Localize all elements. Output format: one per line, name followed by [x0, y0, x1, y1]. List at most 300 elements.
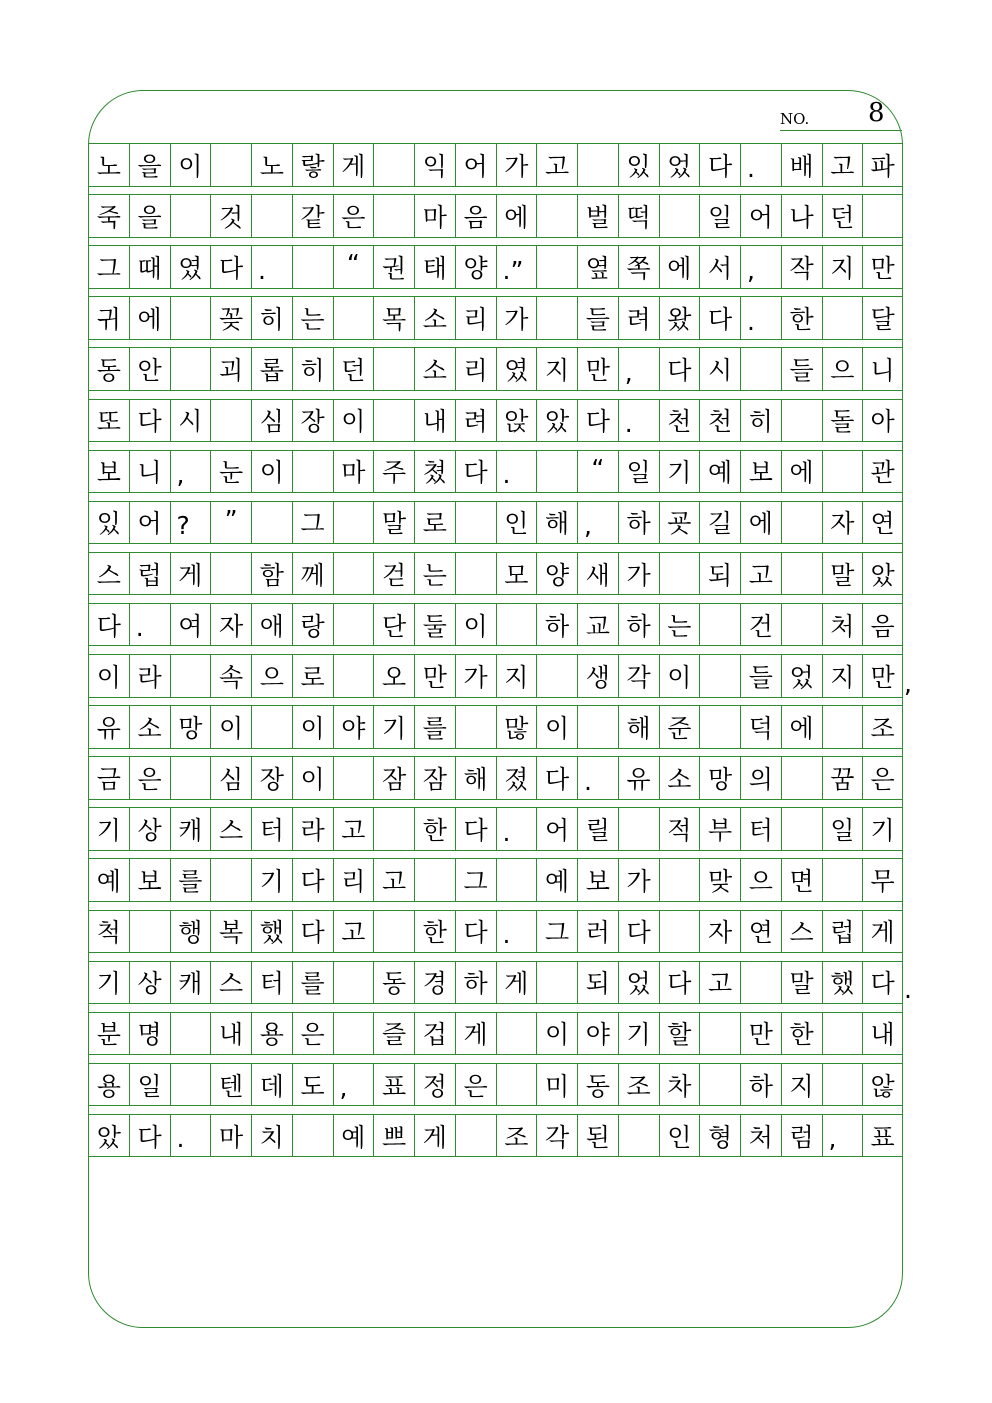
grid-cell [333, 654, 374, 698]
no-label: NO. [780, 110, 810, 128]
grid-cell [699, 1063, 740, 1107]
grid-cell: 관 [862, 450, 903, 494]
grid-cell [822, 1063, 863, 1107]
grid-cell: 길 [699, 501, 740, 545]
grid-cell: 들 [577, 296, 618, 340]
grid-cell: 예 [699, 450, 740, 494]
grid-cell [618, 807, 659, 851]
grid-cell: 하 [536, 603, 577, 647]
grid-cell: 말 [822, 552, 863, 596]
grid-cell: 이 [333, 399, 374, 443]
grid-cell: 던 [333, 347, 374, 391]
grid-cell: 처 [740, 1114, 781, 1158]
grid-cell: 맞 [699, 858, 740, 902]
grid-cell: 마 [210, 1114, 251, 1158]
grid-cell: 가 [496, 296, 537, 340]
manuscript-row [88, 194, 903, 238]
grid-cell [170, 194, 211, 238]
grid-cell: “ [577, 450, 618, 494]
grid-cell [170, 347, 211, 391]
manuscript-row [88, 756, 903, 800]
grid-cell: 들 [740, 654, 781, 698]
grid-cell: 파 [862, 143, 903, 187]
grid-cell [333, 961, 374, 1005]
grid-cell: 지 [536, 347, 577, 391]
grid-cell: 즐 [373, 1012, 414, 1056]
grid-cell: 니 [862, 347, 903, 391]
grid-cell [455, 1114, 496, 1158]
grid-cell: 것 [210, 194, 251, 238]
grid-cell: 럽 [129, 552, 170, 596]
grid-cell: 된 [577, 1114, 618, 1158]
grid-cell: , [333, 1063, 374, 1107]
grid-cell: 있 [618, 143, 659, 187]
grid-cell: 내 [210, 1012, 251, 1056]
manuscript-row [88, 910, 903, 954]
grid-cell: 은 [333, 194, 374, 238]
grid-cell: 이 [292, 705, 333, 749]
grid-cell: 는 [292, 296, 333, 340]
grid-cell: , [822, 1114, 863, 1158]
grid-cell: 또 [88, 399, 129, 443]
grid-cell: 가 [618, 552, 659, 596]
grid-cell [699, 603, 740, 647]
grid-cell: 에 [740, 501, 781, 545]
grid-cell: 고 [373, 858, 414, 902]
grid-cell: 보 [740, 450, 781, 494]
grid-cell: 시 [699, 347, 740, 391]
grid-cell: 꽂 [210, 296, 251, 340]
grid-cell: 다 [536, 756, 577, 800]
grid-cell: 게 [170, 552, 211, 596]
grid-cell: 떡 [618, 194, 659, 238]
grid-cell: , [740, 245, 781, 289]
grid-cell: 럼 [781, 1114, 822, 1158]
grid-cell: 속 [210, 654, 251, 698]
grid-cell: 표 [862, 1114, 903, 1158]
grid-cell: 으 [740, 858, 781, 902]
grid-cell: 눈 [210, 450, 251, 494]
grid-cell: 소 [129, 705, 170, 749]
grid-cell [862, 194, 903, 238]
grid-cell: 기 [862, 807, 903, 851]
grid-cell: 괴 [210, 347, 251, 391]
grid-cell: 그 [455, 858, 496, 902]
grid-cell: 다 [292, 910, 333, 954]
grid-cell: .” [496, 245, 537, 289]
grid-cell: 처 [822, 603, 863, 647]
grid-cell: 동 [577, 1063, 618, 1107]
grid-cell [455, 501, 496, 545]
grid-cell: 로 [292, 654, 333, 698]
grid-cell: 앉 [496, 399, 537, 443]
grid-cell: 소 [659, 756, 700, 800]
grid-cell: 랗 [292, 143, 333, 187]
grid-cell [373, 399, 414, 443]
grid-cell: 어 [129, 501, 170, 545]
grid-cell: 롭 [251, 347, 292, 391]
grid-cell: 자 [699, 910, 740, 954]
grid-cell [414, 858, 455, 902]
grid-cell: 이 [536, 1012, 577, 1056]
grid-cell [822, 858, 863, 902]
grid-cell: 은 [862, 756, 903, 800]
grid-cell: 내 [862, 1012, 903, 1056]
grid-cell: 배 [781, 143, 822, 187]
manuscript-row [88, 296, 903, 340]
grid-cell: . [577, 756, 618, 800]
manuscript-row [88, 1114, 903, 1158]
grid-cell [496, 1012, 537, 1056]
grid-cell: 야 [577, 1012, 618, 1056]
grid-cell: 돌 [822, 399, 863, 443]
grid-cell: 라 [129, 654, 170, 698]
grid-cell [699, 705, 740, 749]
grid-cell: . [496, 450, 537, 494]
grid-cell: 던 [822, 194, 863, 238]
grid-cell [496, 858, 537, 902]
grid-cell: 다 [129, 1114, 170, 1158]
grid-cell: 일 [618, 450, 659, 494]
grid-cell: 에 [781, 450, 822, 494]
grid-cell: 에 [129, 296, 170, 340]
grid-cell [536, 450, 577, 494]
grid-cell: 보 [577, 858, 618, 902]
grid-cell: 정 [414, 1063, 455, 1107]
grid-cell: 도 [292, 1063, 333, 1107]
page-number: 8 [868, 98, 885, 128]
grid-cell [373, 807, 414, 851]
grid-cell: 인 [496, 501, 537, 545]
grid-cell: 미 [536, 1063, 577, 1107]
grid-cell: 려 [618, 296, 659, 340]
grid-cell: 동 [88, 347, 129, 391]
grid-cell: 용 [251, 1012, 292, 1056]
grid-cell: 자 [210, 603, 251, 647]
grid-cell [210, 143, 251, 187]
grid-cell: 마 [414, 194, 455, 238]
grid-cell: 쳤 [414, 450, 455, 494]
grid-cell [210, 858, 251, 902]
grid-cell: 고 [822, 143, 863, 187]
grid-cell: 태 [414, 245, 455, 289]
manuscript-row [88, 245, 903, 289]
grid-cell: 심 [210, 756, 251, 800]
grid-cell: 다 [862, 961, 903, 1005]
grid-cell [781, 756, 822, 800]
grid-cell: 달 [862, 296, 903, 340]
grid-cell: 상 [129, 807, 170, 851]
grid-cell: 였 [496, 347, 537, 391]
grid-cell: 복 [210, 910, 251, 954]
grid-cell: 인 [659, 1114, 700, 1158]
grid-cell: 다 [577, 399, 618, 443]
grid-cell: 았 [862, 552, 903, 596]
grid-cell: 를 [292, 961, 333, 1005]
grid-cell: 하 [740, 1063, 781, 1107]
grid-cell: 이 [292, 756, 333, 800]
grid-cell: 다 [659, 347, 700, 391]
grid-cell: 다 [618, 910, 659, 954]
grid-cell [536, 654, 577, 698]
grid-cell: 행 [170, 910, 211, 954]
grid-cell: 다 [455, 807, 496, 851]
grid-cell: 그 [88, 245, 129, 289]
grid-cell: 캐 [170, 961, 211, 1005]
grid-cell: 라 [292, 807, 333, 851]
grid-cell [781, 399, 822, 443]
grid-cell: 려 [455, 399, 496, 443]
grid-cell: 이 [251, 450, 292, 494]
grid-cell [536, 961, 577, 1005]
grid-cell: . [170, 1114, 211, 1158]
grid-cell: 망 [170, 705, 211, 749]
grid-cell: 다 [455, 450, 496, 494]
grid-cell [618, 1114, 659, 1158]
margin-punctuation: , [904, 668, 912, 698]
grid-cell: 의 [740, 756, 781, 800]
grid-cell [373, 194, 414, 238]
grid-cell: 에 [659, 245, 700, 289]
grid-cell [170, 1012, 211, 1056]
grid-cell: 게 [333, 143, 374, 187]
grid-cell: . [251, 245, 292, 289]
grid-cell [373, 347, 414, 391]
grid-cell: 다 [88, 603, 129, 647]
grid-cell: 서 [699, 245, 740, 289]
grid-cell: 치 [251, 1114, 292, 1158]
grid-cell: 적 [659, 807, 700, 851]
grid-cell: 되 [577, 961, 618, 1005]
grid-cell: 차 [659, 1063, 700, 1107]
grid-cell [659, 858, 700, 902]
grid-cell: 부 [699, 807, 740, 851]
grid-cell: 둘 [414, 603, 455, 647]
grid-cell: 다 [129, 399, 170, 443]
grid-cell: 었 [618, 961, 659, 1005]
grid-cell: 만 [862, 245, 903, 289]
manuscript-row [88, 450, 903, 494]
grid-cell: 였 [170, 245, 211, 289]
grid-cell: 말 [373, 501, 414, 545]
grid-cell [822, 705, 863, 749]
grid-cell: 한 [414, 807, 455, 851]
grid-cell: 한 [414, 910, 455, 954]
grid-cell: 가 [618, 858, 659, 902]
grid-cell: 들 [781, 347, 822, 391]
grid-cell: 만 [862, 654, 903, 698]
grid-cell: 나 [781, 194, 822, 238]
grid-cell: 에 [781, 705, 822, 749]
grid-cell: 에 [496, 194, 537, 238]
grid-cell [251, 194, 292, 238]
grid-cell: 리 [333, 858, 374, 902]
grid-cell: 가 [455, 654, 496, 698]
grid-cell [536, 194, 577, 238]
grid-cell: 일 [699, 194, 740, 238]
grid-cell: ” [210, 501, 251, 545]
grid-cell: 만 [577, 347, 618, 391]
grid-cell: 양 [455, 245, 496, 289]
grid-cell: 스 [88, 552, 129, 596]
grid-cell: 장 [292, 399, 333, 443]
grid-cell: 귀 [88, 296, 129, 340]
grid-cell: 연 [862, 501, 903, 545]
grid-cell [455, 552, 496, 596]
grid-cell: 음 [862, 603, 903, 647]
grid-cell: 다 [659, 961, 700, 1005]
grid-cell: 는 [414, 552, 455, 596]
grid-cell: 오 [373, 654, 414, 698]
manuscript-row [88, 399, 903, 443]
grid-cell: 고 [699, 961, 740, 1005]
grid-cell: 망 [699, 756, 740, 800]
grid-cell: 을 [129, 143, 170, 187]
grid-cell: 고 [740, 552, 781, 596]
grid-cell: 리 [455, 296, 496, 340]
grid-cell: 덕 [740, 705, 781, 749]
grid-cell: , [170, 450, 211, 494]
grid-cell: 안 [129, 347, 170, 391]
grid-cell: 랑 [292, 603, 333, 647]
grid-cell: 이 [455, 603, 496, 647]
grid-cell: 은 [129, 756, 170, 800]
grid-cell: 게 [496, 961, 537, 1005]
grid-cell: 옆 [577, 245, 618, 289]
grid-cell: 조 [862, 705, 903, 749]
grid-cell [536, 245, 577, 289]
grid-cell: 졌 [496, 756, 537, 800]
grid-cell: . [496, 807, 537, 851]
grid-cell [659, 194, 700, 238]
grid-cell [170, 1063, 211, 1107]
grid-cell: 많 [496, 705, 537, 749]
grid-cell: 모 [496, 552, 537, 596]
grid-cell [210, 399, 251, 443]
grid-cell: 어 [536, 807, 577, 851]
grid-cell: 마 [333, 450, 374, 494]
grid-cell [781, 807, 822, 851]
grid-cell: 기 [618, 1012, 659, 1056]
grid-cell: 예 [536, 858, 577, 902]
grid-cell [373, 910, 414, 954]
grid-cell: 이 [210, 705, 251, 749]
grid-cell: 이 [536, 705, 577, 749]
grid-cell [577, 705, 618, 749]
grid-cell: 벌 [577, 194, 618, 238]
grid-cell [333, 552, 374, 596]
grid-cell: 었 [781, 654, 822, 698]
grid-cell: . [618, 399, 659, 443]
grid-cell: 야 [333, 705, 374, 749]
grid-cell: 동 [373, 961, 414, 1005]
grid-cell [822, 1012, 863, 1056]
grid-cell: 하 [455, 961, 496, 1005]
grid-cell: 텐 [210, 1063, 251, 1107]
grid-cell: 쁘 [373, 1114, 414, 1158]
grid-cell: 다 [292, 858, 333, 902]
manuscript-row [88, 603, 903, 647]
manuscript-row [88, 807, 903, 851]
grid-cell: 지 [781, 1063, 822, 1107]
grid-cell: 으 [251, 654, 292, 698]
grid-cell: 할 [659, 1012, 700, 1056]
grid-cell: 었 [659, 143, 700, 187]
manuscript-row [88, 501, 903, 545]
grid-cell: 지 [496, 654, 537, 698]
grid-cell: 굣 [659, 501, 700, 545]
grid-cell: 았 [88, 1114, 129, 1158]
grid-cell: 기 [88, 961, 129, 1005]
grid-cell [740, 347, 781, 391]
grid-cell: 익 [414, 143, 455, 187]
grid-cell [496, 1063, 537, 1107]
grid-cell: 건 [740, 603, 781, 647]
grid-cell: 준 [659, 705, 700, 749]
grid-cell: 금 [88, 756, 129, 800]
grid-cell: 노 [251, 143, 292, 187]
grid-cell: 장 [251, 756, 292, 800]
grid-cell [170, 296, 211, 340]
grid-cell: 러 [577, 910, 618, 954]
grid-cell: 스 [210, 961, 251, 1005]
page-number-area [780, 100, 902, 132]
grid-cell: 되 [699, 552, 740, 596]
grid-cell [822, 450, 863, 494]
grid-cell: 았 [536, 399, 577, 443]
grid-cell: 않 [862, 1063, 903, 1107]
grid-cell: 면 [781, 858, 822, 902]
grid-cell: 같 [292, 194, 333, 238]
grid-cell [333, 756, 374, 800]
grid-cell [740, 961, 781, 1005]
grid-cell: 어 [455, 143, 496, 187]
grid-cell [333, 501, 374, 545]
grid-cell: . [740, 296, 781, 340]
grid-cell [373, 143, 414, 187]
grid-cell: 단 [373, 603, 414, 647]
grid-cell: 다 [699, 143, 740, 187]
page-number-underline [780, 130, 902, 131]
grid-cell: 해 [455, 756, 496, 800]
grid-cell: 형 [699, 1114, 740, 1158]
grid-cell [292, 245, 333, 289]
grid-cell: 유 [618, 756, 659, 800]
grid-cell: 보 [88, 450, 129, 494]
grid-cell: ? [170, 501, 211, 545]
grid-cell: 기 [88, 807, 129, 851]
grid-cell [251, 501, 292, 545]
grid-cell [496, 603, 537, 647]
grid-cell: 게 [455, 1012, 496, 1056]
grid-cell [129, 910, 170, 954]
grid-cell: 니 [129, 450, 170, 494]
grid-cell [292, 1114, 333, 1158]
grid-cell: 권 [373, 245, 414, 289]
grid-cell: 각 [536, 1114, 577, 1158]
grid-cell: 예 [333, 1114, 374, 1158]
grid-cell: 죽 [88, 194, 129, 238]
grid-cell: 조 [496, 1114, 537, 1158]
grid-cell: 표 [373, 1063, 414, 1107]
grid-cell: 터 [251, 961, 292, 1005]
grid-cell: 으 [822, 347, 863, 391]
grid-cell: 조 [618, 1063, 659, 1107]
grid-cell: 목 [373, 296, 414, 340]
grid-cell: 히 [292, 347, 333, 391]
manuscript-row [88, 1063, 903, 1107]
grid-cell: 잠 [373, 756, 414, 800]
